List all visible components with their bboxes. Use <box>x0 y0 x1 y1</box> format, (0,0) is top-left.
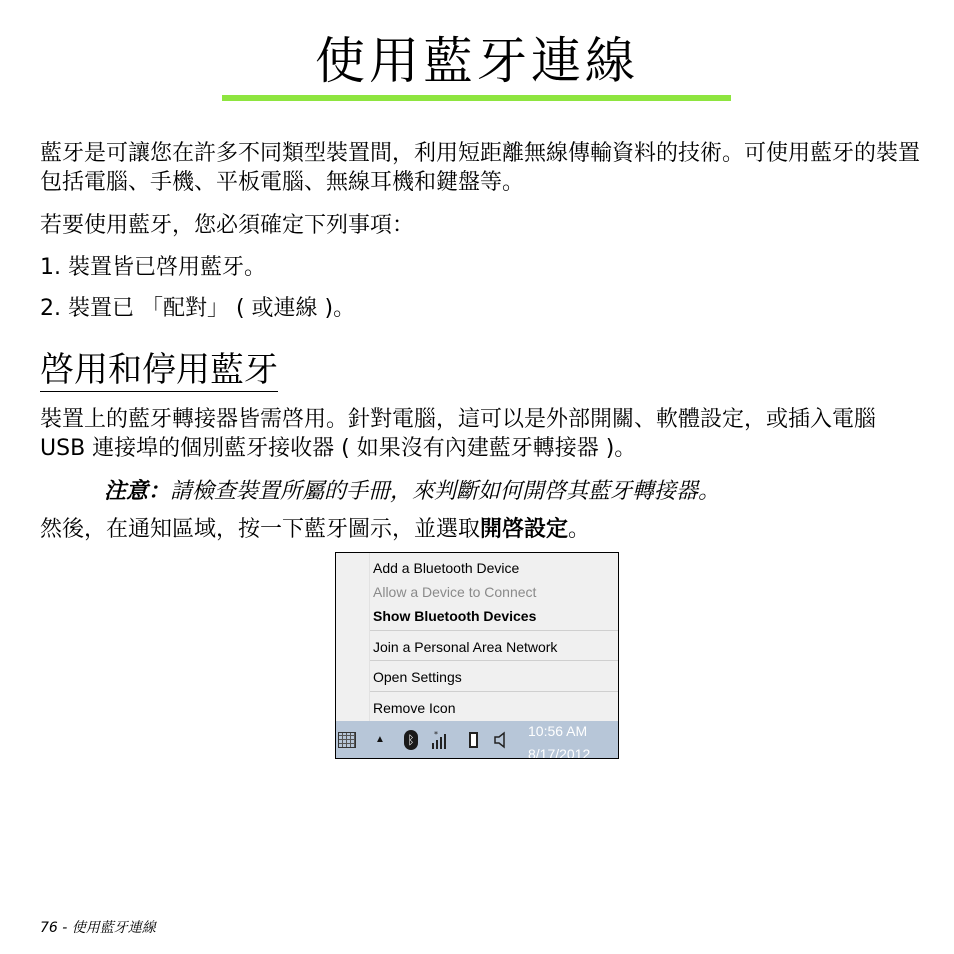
title-underline <box>222 95 731 101</box>
battery-icon[interactable] <box>469 732 478 748</box>
menu-separator <box>370 691 618 692</box>
taskbar <box>336 721 618 758</box>
menu-item-join-pan[interactable]: Join a Personal Area Network <box>373 639 558 655</box>
requirements-intro: 若要使用藍牙，您必須確定下列事項： <box>40 213 415 238</box>
menu-item-remove-icon[interactable]: Remove Icon <box>373 700 456 716</box>
menu-item-allow-connect[interactable]: Allow a Device to Connect <box>373 584 537 600</box>
menu-item-open-settings[interactable]: Open Settings <box>373 669 462 685</box>
clock-date[interactable]: 8/17/2012 <box>528 746 591 759</box>
keyboard-icon[interactable] <box>338 732 356 748</box>
clock-time[interactable]: 10:56 AM <box>528 723 588 739</box>
speaker-icon[interactable] <box>494 731 508 749</box>
section-heading: 啓用和停用藍牙 <box>40 350 278 390</box>
requirement-2: 2. 裝置已 「配對」 ( 或連線 )。 <box>40 296 356 321</box>
svg-text:*: * <box>434 730 438 739</box>
page-title: 使用藍牙連線 <box>315 32 639 90</box>
network-signal-icon[interactable] <box>431 729 449 747</box>
menu-separator <box>370 630 618 631</box>
open-settings-term: 開啓設定 <box>480 517 569 542</box>
intro-paragraph: 藍牙是可讓您在許多不同類型裝置間，利用短距離無線傳輸資料的技術。可使用藍牙的裝置包括電腦、手機、平板電腦、無線耳機和鍵盤等。 <box>40 141 921 195</box>
menu-item-add-device[interactable]: Add a Bluetooth Device <box>373 560 520 576</box>
bluetooth-tray-screenshot <box>335 552 619 759</box>
note-label: 注意： <box>104 479 171 504</box>
section-body: 裝置上的藍牙轉接器皆需啓用。針對電腦，這可以是外部開關、軟體設定，或插入電腦 USB 連接埠的個別藍牙接收器 ( 如果沒有內建藍牙轉接器 )。 <box>40 407 877 461</box>
context-menu <box>336 553 618 721</box>
page-footer: 76 - 使用藍牙連線 <box>40 920 156 936</box>
menu-item-show-devices[interactable]: Show Bluetooth Devices <box>373 608 537 624</box>
note <box>104 478 720 506</box>
note-text: 請檢查裝置所屬的手冊，來判斷如何開啓其藍牙轉接器。 <box>170 479 721 504</box>
requirement-1: 1. 裝置皆已啓用藍牙。 <box>40 255 266 280</box>
instruction-before: 然後，在通知區域，按一下藍牙圖示，並選取 <box>40 517 481 542</box>
instruction <box>40 515 920 544</box>
instruction-after: 。 <box>568 517 591 542</box>
up-arrow-icon[interactable]: ▲ <box>375 734 385 745</box>
menu-separator <box>370 660 618 661</box>
menu-icon-gutter <box>336 553 370 721</box>
bluetooth-icon[interactable]: ᛒ <box>404 730 418 750</box>
